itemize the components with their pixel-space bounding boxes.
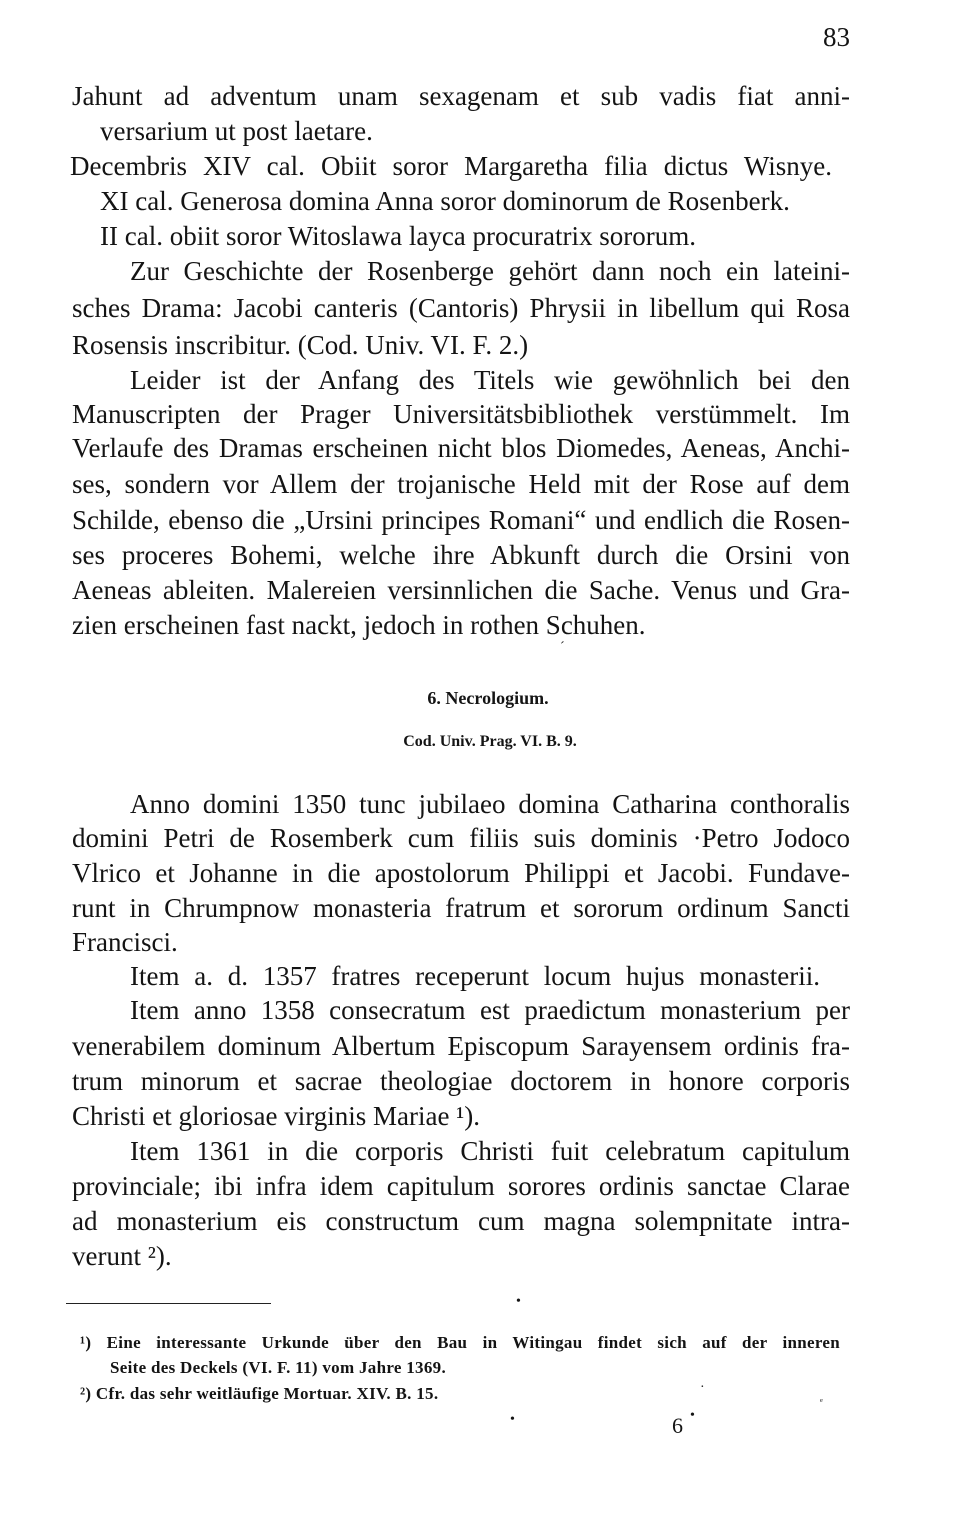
- text-line: Zur Geschichte der Rosenberge gehört dann noch ein lateini-: [130, 256, 850, 286]
- print-speck: ᵉ: [820, 1396, 823, 1408]
- footnote-1-continued: Seite des Deckels (VI. F. 11) vom Jahre 1369.: [110, 1358, 447, 1377]
- print-speck: ·: [700, 1380, 705, 1395]
- text-line: ad monasterium eis constructum cum magna solempnitate intra-: [72, 1206, 850, 1236]
- section-source: Cod. Univ. Prag. VI. B. 9.: [403, 733, 577, 750]
- text-line: runt in Chrumpnow monasteria fratrum et sororum ordinum Sancti: [72, 893, 850, 923]
- text-line: Manuscripten der Prager Universitätsbibliothek verstümmelt. Im: [72, 399, 850, 429]
- text-line: domini Petri de Rosemberk cum filiis suis dominis ·Petro Jodoco: [72, 823, 850, 853]
- text-line: zien erscheinen fast nackt, jedoch in rothen Schuhen.: [72, 610, 646, 640]
- text-line: Anno domini 1350 tunc jubilaeo domina Catharina conthoralis: [130, 789, 850, 819]
- footnote-rule: [66, 1303, 271, 1304]
- text-line: Vlrico et Johanne in die apostolorum Philippi et Jacobi. Fundave-: [72, 858, 850, 888]
- text-line: Verlaufe des Dramas erscheinen nicht blos Diomedes, Aeneas, Anchi-: [72, 433, 850, 463]
- text-line: ses, sondern vor Allem der trojanische Held mit der Rose auf dem: [72, 469, 850, 499]
- text-line: XI cal. Generosa domina Anna soror dominorum de Rosenberk.: [100, 186, 790, 216]
- text-line: trum minorum et sacrae theologiae doctorem in honore corporis: [72, 1066, 850, 1096]
- text-line: sches Drama: Jacobi canteris (Cantoris) Phrysii in libellum qui Rosa: [72, 293, 850, 323]
- text-line: venerabilem dominum Albertum Episcopum Sarayensem ordinis fra-: [72, 1031, 850, 1061]
- text-line: ses proceres Bohemi, welche ihre Abkunft durch die Orsini von: [72, 540, 850, 570]
- footnote-1: ¹) Eine interessante Urkunde über den Bau in Witingau findet sich auf der inneren: [80, 1333, 840, 1352]
- footnote-2: ²) Cfr. das sehr weitläufige Mortuar. XIV. B. 15.: [80, 1384, 439, 1403]
- text-line: Francisci.: [72, 927, 178, 957]
- text-line: versarium ut post laetare.: [100, 116, 373, 146]
- print-speck: ˊ: [560, 640, 565, 655]
- print-speck: •: [516, 1294, 521, 1309]
- text-line: Aeneas ableiten. Malereien versinnlichen die Sache. Venus und Gra-: [72, 575, 850, 605]
- text-line: Item 1361 in die corporis Christi fuit celebratum capitulum: [130, 1136, 850, 1166]
- text-line: II cal. obiit soror Witoslawa layca procuratrix sororum.: [100, 221, 696, 251]
- text-line: Rosensis inscribitur. (Cod. Univ. VI. F. 2.): [72, 330, 529, 360]
- text-line: Leider ist der Anfang des Titels wie gewöhnlich bei den: [130, 365, 850, 395]
- text-line: verunt ²).: [72, 1241, 172, 1271]
- section-heading: 6. Necrologium.: [427, 688, 549, 708]
- text-line: Christi et gloriosae virginis Mariae ¹).: [72, 1101, 481, 1131]
- signature-mark: 6: [672, 1413, 683, 1438]
- print-speck: •: [510, 1412, 515, 1427]
- text-line: provinciale; ibi infra idem capitulum sorores ordinis sanctae Clarae: [72, 1171, 850, 1201]
- text-line: Schilde, ebenso die „Ursini principes Romani“ und endlich die Rosen-: [72, 505, 850, 535]
- text-line: Jahunt ad adventum unam sexagenam et sub vadis fiat anni-: [72, 81, 850, 111]
- text-line: Decembris XIV cal. Obiit soror Margaretha filia dictus Wisnye.: [70, 151, 832, 181]
- text-line: Item a. d. 1357 fratres receperunt locum hujus monasterii.: [130, 961, 820, 991]
- print-speck: •: [690, 1408, 695, 1423]
- text-line: Item anno 1358 consecratum est praedictum monasterium per: [130, 995, 850, 1025]
- page-number: 83: [823, 22, 850, 52]
